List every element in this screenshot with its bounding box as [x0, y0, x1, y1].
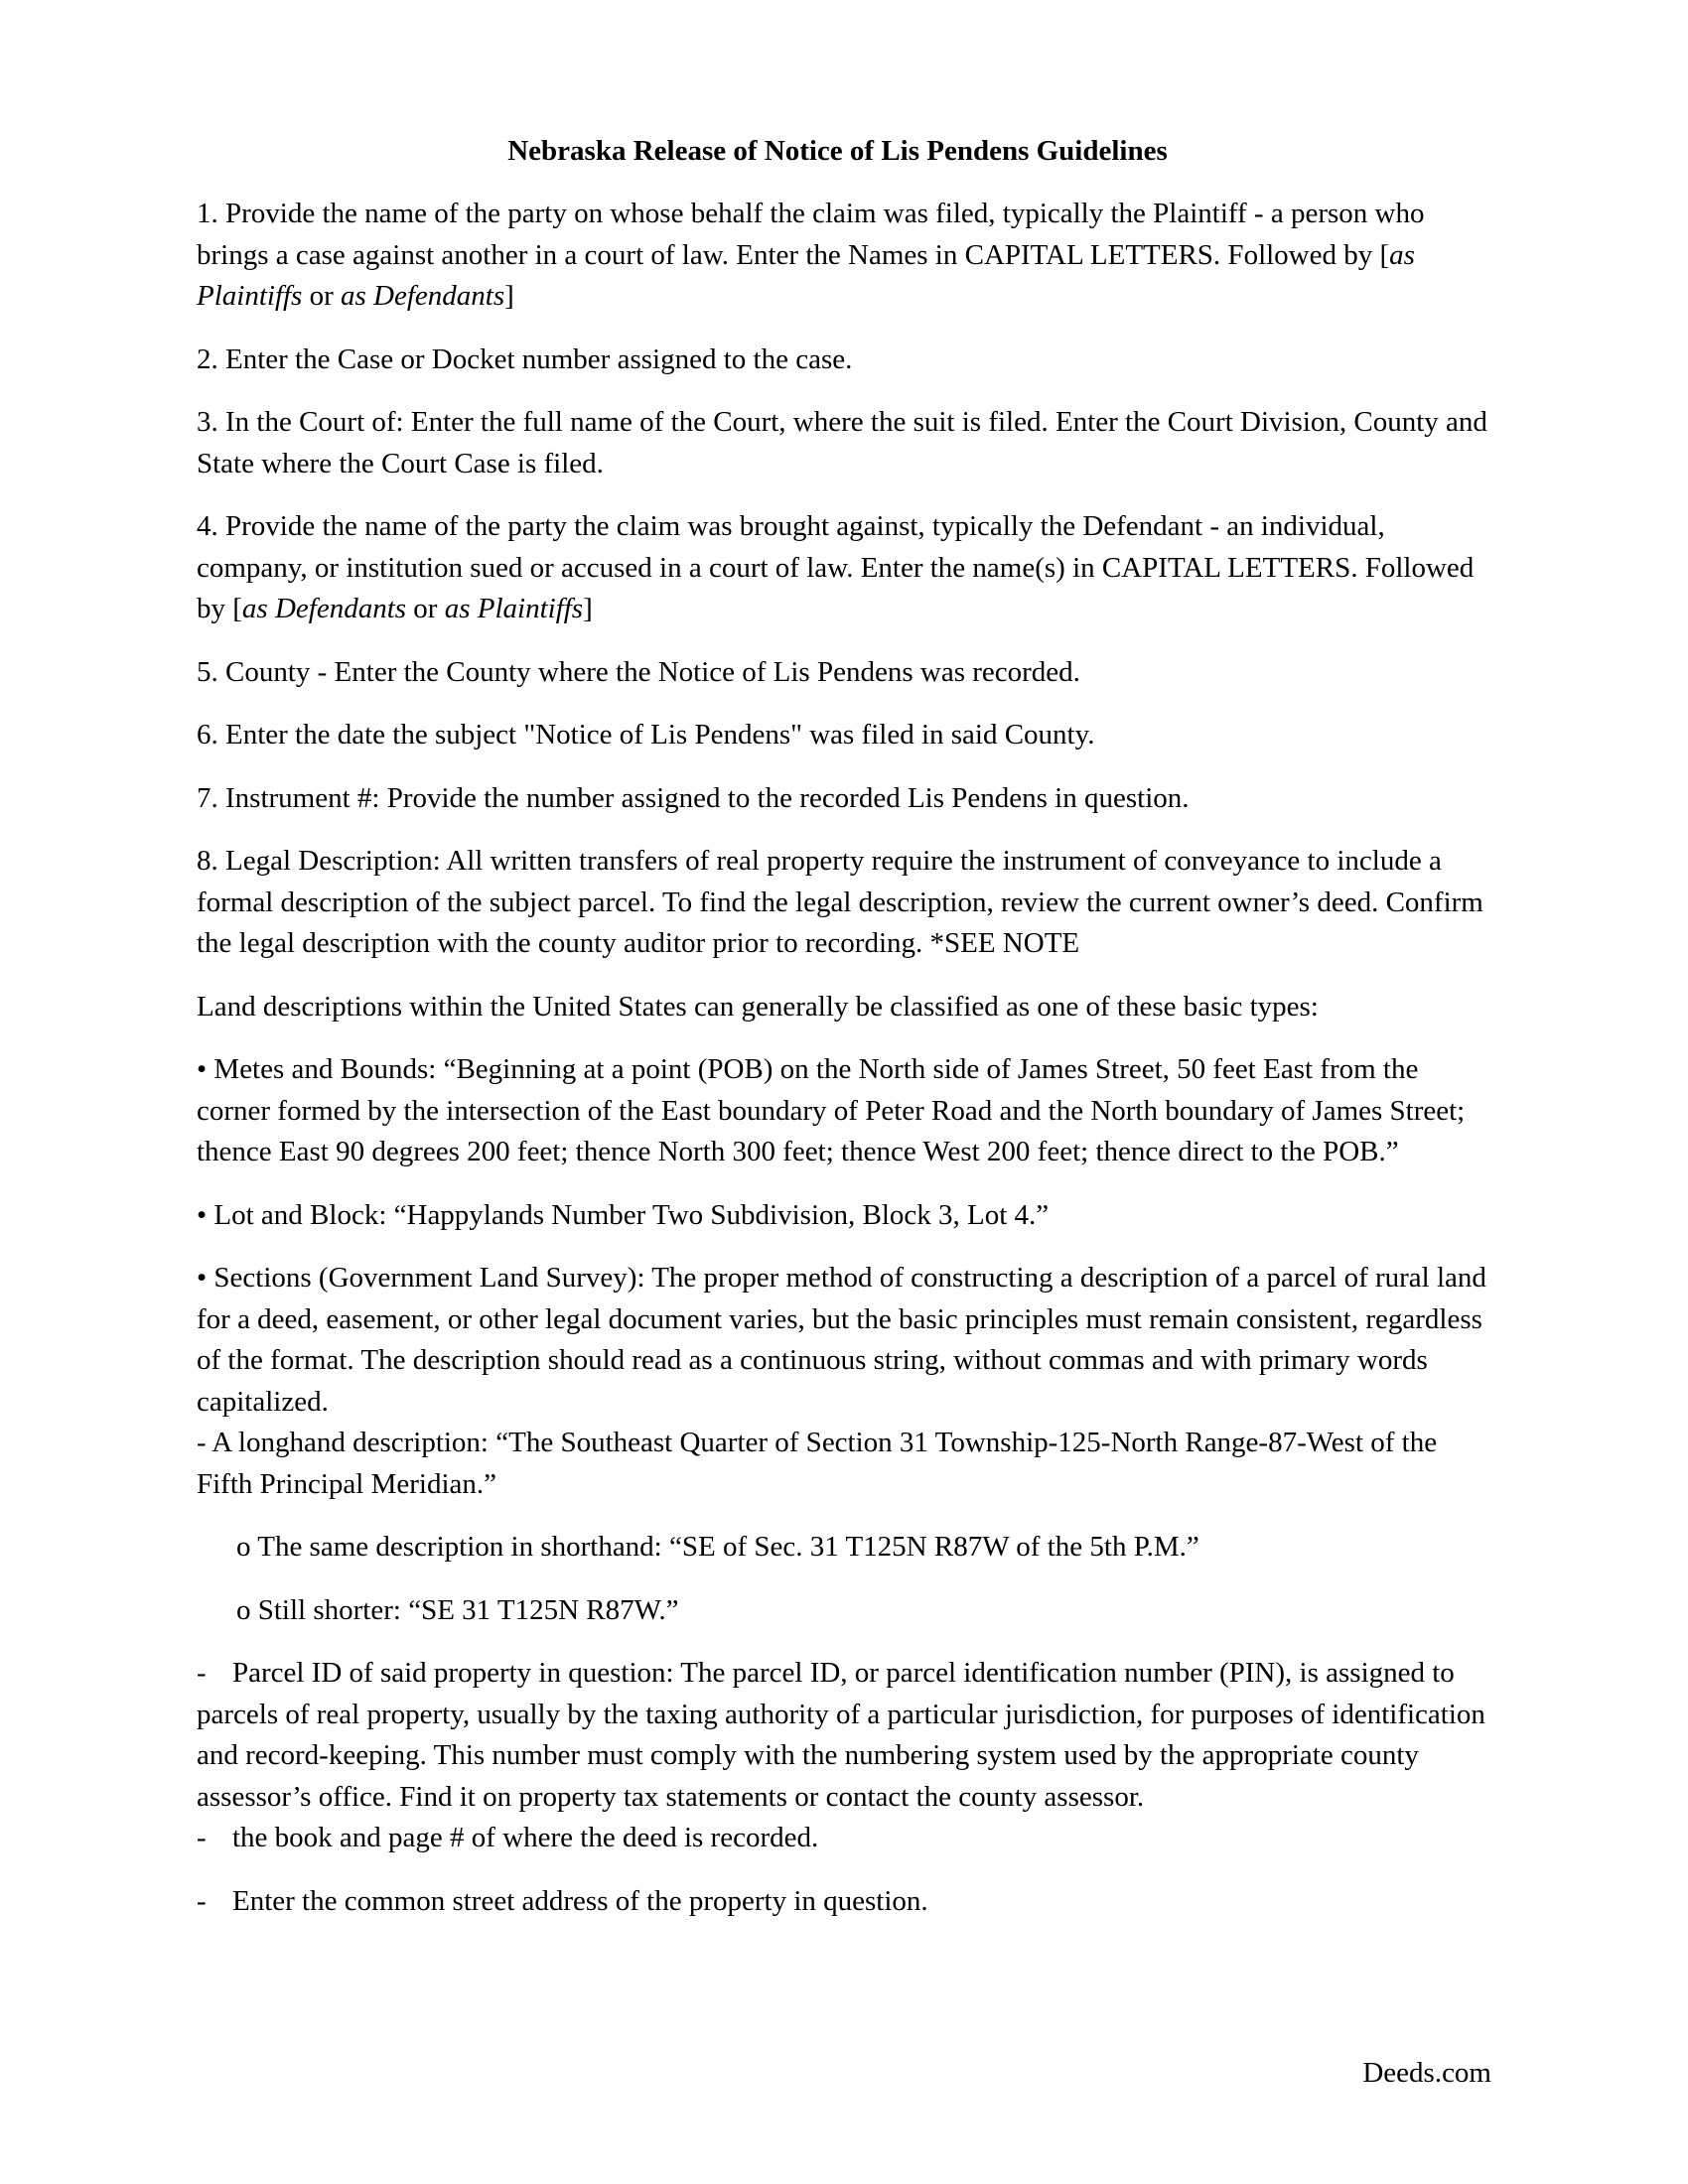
book-page-text: the book and page # of where the deed is recorded.	[232, 1822, 819, 1853]
lot-and-block: • Lot and Block: “Happylands Number Two Subdivision, Block 3, Lot 4.”	[197, 1198, 1050, 1231]
dash-bullet: -	[197, 1822, 207, 1853]
item-4-or: or	[406, 593, 445, 624]
page-title: Nebraska Release of Notice of Lis Pendens Guidelines	[507, 135, 1168, 167]
item-1-end: ]	[504, 280, 514, 312]
guideline-item-2: 2. Enter the Case or Docket number assigned to the case.	[197, 342, 853, 375]
longhand-description: - A longhand description: “The Southeast Quarter of Section 31 Township-125-North Range-87-West of the Fifth Principal Meridian.”	[197, 1427, 1438, 1500]
shorter-description: o Still shorter: “SE 31 T125N R87W.”	[236, 1593, 679, 1626]
metes-and-bounds: • Metes and Bounds: “Beginning at a point (POB) on the North side of James Street, 50 feet East from the corner formed by the intersection of the East boundary of Peter Road and the North boundary of James Street; thence East 90 degrees 200 feet; thence North 300 feet; thence West 200 feet; thence direct to the POB.”	[197, 1053, 1466, 1167]
land-descriptions-intro: Land descriptions within the United States can generally be classified as one of these basic types:	[197, 990, 1319, 1023]
item-4-emphasis-defendants: as Defendants	[241, 593, 407, 624]
dash-bullet: -	[197, 1657, 207, 1689]
street-address-item	[197, 1881, 1492, 1923]
document-page	[197, 135, 1492, 1944]
item-4-end: ]	[583, 593, 593, 624]
guideline-item-8: 8. Legal Description: All written transfers of real property require the instrument of conveyance to include a formal description of the subject parcel. To find the legal description, review the current owner’s deed. Confirm the legal description with the county auditor prior to recording. *SEE NOTE	[197, 845, 1483, 959]
item-1-text: 1. Provide the name of the party on whose behalf the claim was filed, typically the Plaintiff - a person who brings a case against another in a court of law. Enter the Names in CAPITAL LETTERS. Followed by [	[197, 198, 1425, 271]
parcel-id-item	[197, 1653, 1492, 1818]
item-1-emphasis-plaintiffs: as Plaintiffs	[197, 238, 1415, 312]
guideline-item-5: 5. County - Enter the County where the Notice of Lis Pendens was recorded.	[197, 655, 1080, 688]
sections-description: • Sections (Government Land Survey): The proper method of constructing a description of a parcel of rural land for a deed, easement, or other legal document varies, but the basic principles must remain consistent, regardless of the format. The description should read as a continuous string, without commas and with primary words capitalized.	[197, 1262, 1486, 1418]
guideline-item-4	[197, 506, 1492, 630]
street-address-text: Enter the common street address of the property in question.	[232, 1884, 928, 1917]
item-1-or: or	[302, 280, 342, 312]
parcel-id-text: Parcel ID of said property in question: The parcel ID, or parcel identification number (PIN), is assigned to parcels of real property, usually by the taxing authority of a particular jurisdiction, for purposes of identification and record-keeping. This number must comply with the numbering system used by the appropriate county assessor’s office. Find it on property tax statements or contact the county assessor.	[197, 1657, 1485, 1813]
item-4-text: 4. Provide the name of the party the claim was brought against, typically the Defendant - an individual, company, or institution sued or accused in a court of law. Enter the name(s) in CAPITAL LETTERS. Followed by [	[197, 510, 1475, 624]
book-page-item	[197, 1818, 1492, 1859]
guideline-item-6: 6. Enter the date the subject "Notice of Lis Pendens" was filed in said County.	[197, 719, 1095, 751]
guideline-item-7: 7. Instrument #: Provide the number assigned to the recorded Lis Pendens in question.	[197, 781, 1190, 814]
item-1-emphasis-defendants: as Defendants	[341, 280, 505, 312]
shorthand-description: o The same description in shorthand: “SE of Sec. 31 T125N R87W of the 5th P.M.”	[236, 1531, 1199, 1563]
item-4-emphasis-plaintiffs: as Plaintiffs	[444, 593, 584, 624]
guideline-item-1	[197, 194, 1492, 318]
guideline-item-3: 3. In the Court of: Enter the full name of the Court, where the suit is filed. Enter the Court Division, County and State where the Court Case is filed.	[197, 406, 1487, 479]
dash-bullet: -	[197, 1884, 207, 1917]
footer-brand: Deeds.com	[1362, 2057, 1491, 2089]
